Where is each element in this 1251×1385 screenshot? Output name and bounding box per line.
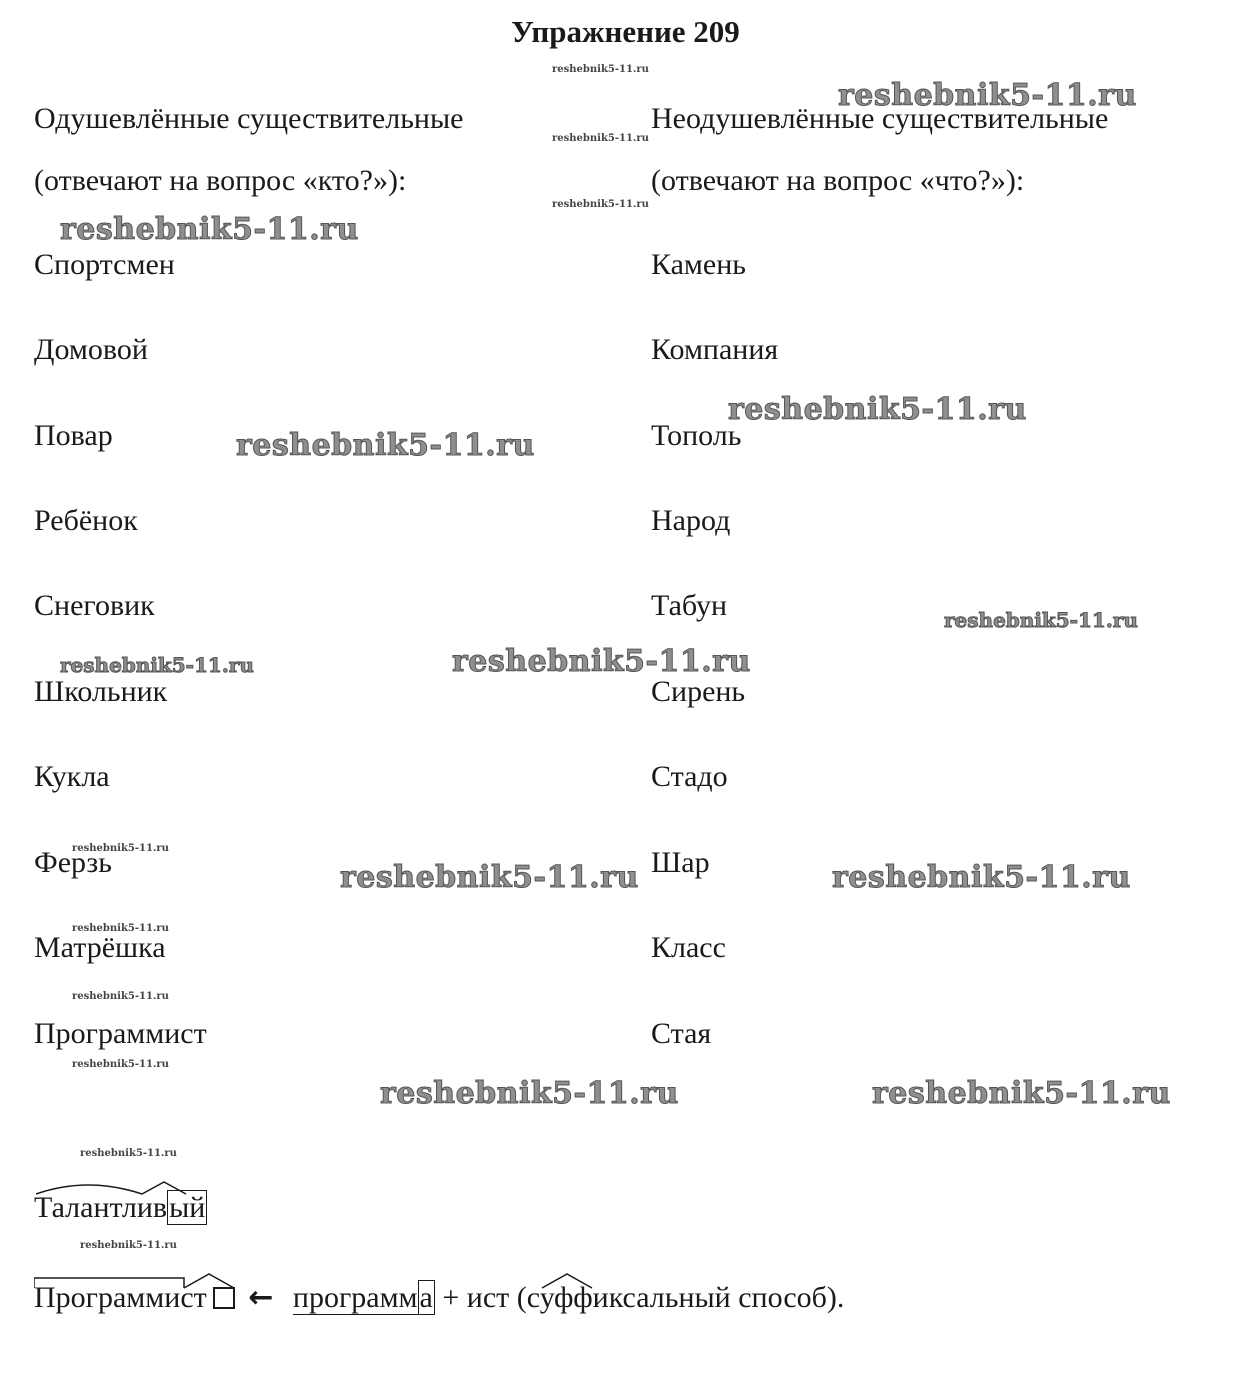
left-word: Программист	[34, 1017, 207, 1050]
right-word: Шар	[651, 846, 710, 879]
watermark: reshebnik5-11.ru	[944, 608, 1138, 632]
left-word: Повар	[34, 419, 113, 452]
watermark: reshebnik5-11.ru	[552, 133, 649, 144]
page-title: Упражнение 209	[511, 14, 740, 49]
watermark: reshebnik5-11.ru	[72, 923, 169, 934]
watermark: reshebnik5-11.ru	[552, 64, 649, 75]
stem-bracket-icon	[34, 1270, 994, 1292]
watermark: reshebnik5-11.ru	[60, 212, 359, 247]
right-word: Компания	[651, 333, 779, 366]
watermark: reshebnik5-11.ru	[452, 644, 751, 679]
left-word: Ферзь	[34, 846, 112, 879]
right-word: Тополь	[651, 419, 742, 452]
left-subheading: (отвечают на вопрос «кто?»):	[34, 164, 407, 197]
watermark: reshebnik5-11.ru	[60, 653, 254, 677]
root-arc-icon	[34, 1178, 274, 1198]
watermark: reshebnik5-11.ru	[728, 392, 1027, 427]
watermark: reshebnik5-11.ru	[832, 860, 1131, 895]
left-word: Школьник	[34, 675, 168, 708]
suffix-part: ист	[164, 1281, 207, 1314]
watermark: reshebnik5-11.ru	[72, 843, 169, 854]
right-word: Сирень	[651, 675, 746, 708]
left-word: Матрёшка	[34, 931, 166, 964]
root-part: Талант	[34, 1191, 122, 1224]
right-subheading: (отвечают на вопрос «что?»):	[651, 164, 1025, 197]
base-stem: программ	[292, 1281, 418, 1314]
stem-part: Программ	[34, 1281, 165, 1314]
left-heading: Одушевлённые существительные	[34, 102, 464, 135]
right-heading: Неодушевлённые существительные	[651, 102, 1109, 135]
right-word: Камень	[651, 248, 746, 281]
added-suffix: ист	[466, 1281, 510, 1314]
right-word: Народ	[651, 504, 731, 537]
left-word: Ребёнок	[34, 504, 138, 537]
left-word: Кукла	[34, 760, 110, 793]
base-ending-box: а	[419, 1281, 433, 1314]
morpheme-programmist-line	[34, 1280, 844, 1315]
watermark: reshebnik5-11.ru	[872, 1076, 1171, 1111]
arrow-icon: ←	[248, 1280, 274, 1315]
watermark: reshebnik5-11.ru	[236, 428, 535, 463]
right-word: Класс	[651, 931, 726, 964]
watermark: reshebnik5-11.ru	[72, 991, 169, 1002]
right-word: Табун	[651, 589, 728, 622]
left-word: Снеговик	[34, 589, 155, 622]
left-word: Домовой	[34, 333, 148, 366]
morpheme-talantlivy	[34, 1190, 207, 1226]
watermark: reshebnik5-11.ru	[80, 1240, 177, 1251]
ending-box: ый	[169, 1191, 206, 1224]
right-word: Стадо	[651, 760, 728, 793]
left-word: Спортсмен	[34, 248, 175, 281]
watermark: reshebnik5-11.ru	[80, 1148, 177, 1159]
formation-method: (суффиксальный способ).	[516, 1281, 845, 1314]
right-word: Стая	[651, 1017, 712, 1050]
suffix-part: лив	[121, 1191, 168, 1224]
plus-sign: +	[442, 1281, 460, 1314]
watermark: reshebnik5-11.ru	[380, 1076, 679, 1111]
watermark: reshebnik5-11.ru	[838, 78, 1137, 113]
watermark: reshebnik5-11.ru	[552, 199, 649, 210]
watermark: reshebnik5-11.ru	[340, 860, 639, 895]
watermark: reshebnik5-11.ru	[72, 1059, 169, 1070]
